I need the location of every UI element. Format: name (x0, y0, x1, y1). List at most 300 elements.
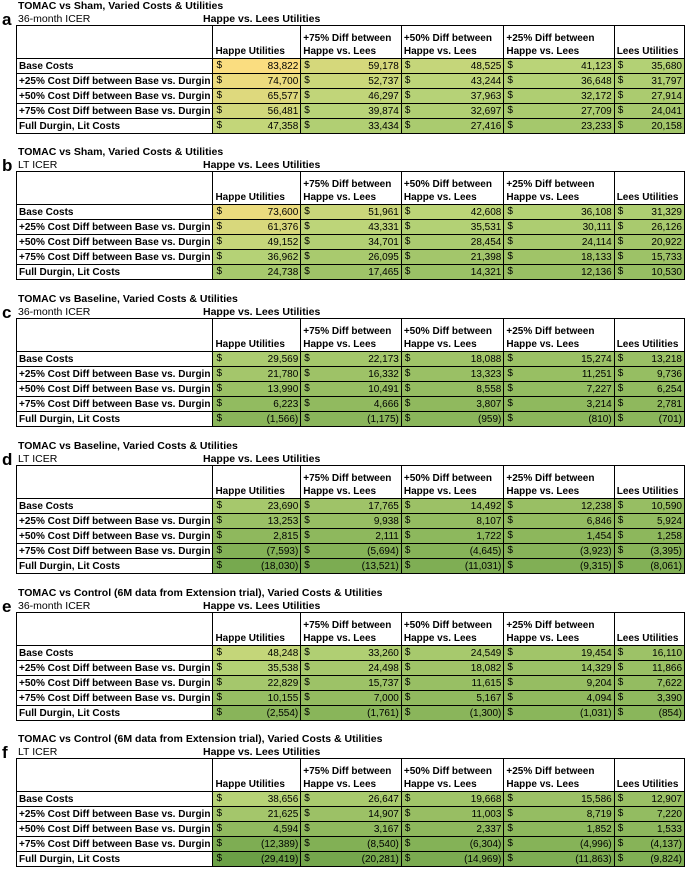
value-cell (614, 220, 684, 235)
value-cell (301, 89, 402, 104)
table-row (17, 792, 685, 807)
panel-letter: e (2, 597, 12, 616)
table-row (17, 837, 685, 852)
cell-value: 2,337 (476, 823, 502, 835)
value-cell (213, 852, 301, 867)
value-cell (504, 382, 614, 397)
column-header: Lees Utilities (614, 319, 684, 352)
row-label: +75% Cost Diff between Base vs. Durgin (17, 544, 213, 559)
value-cell (614, 74, 684, 89)
cell-value: 36,108 (581, 206, 612, 218)
panel-title: TOMAC vs Sham, Varied Costs & Utilities (18, 146, 224, 158)
cell-value: 18,088 (470, 353, 502, 365)
currency-symbol: $ (617, 677, 624, 688)
value-cell (504, 104, 614, 119)
value-cell (213, 807, 301, 822)
value-cell (614, 807, 684, 822)
cell-value: (9,824) (650, 853, 682, 865)
cell-value: 24,041 (651, 105, 682, 117)
currency-symbol: $ (404, 413, 411, 424)
value-cell (401, 822, 504, 837)
cell-value: 3,167 (373, 823, 399, 835)
value-cell (504, 499, 614, 514)
cell-value: 35,531 (470, 221, 502, 233)
currency-symbol: $ (304, 530, 310, 541)
cell-value: 26,095 (368, 251, 399, 263)
cell-value: 7,622 (656, 677, 682, 689)
currency-symbol: $ (304, 515, 310, 526)
value-cell (614, 412, 684, 427)
panel-title: TOMAC vs Control (6M data from Extension trial), Varied Costs & Utilities (18, 587, 383, 599)
value-cell (504, 59, 614, 74)
currency-symbol: $ (404, 515, 411, 526)
cell-value: 49,152 (267, 236, 299, 248)
table-row (17, 529, 685, 544)
column-header: +75% Diff between Happe vs. Lees (301, 613, 402, 646)
cell-value: (9,315) (580, 560, 612, 572)
column-header: Lees Utilities (614, 26, 684, 59)
cell-value: 47,358 (267, 120, 299, 132)
currency-symbol: $ (617, 413, 624, 424)
value-cell (301, 352, 402, 367)
currency-symbol: $ (507, 206, 513, 217)
value-cell (614, 661, 684, 676)
header-row (17, 319, 685, 352)
value-cell (213, 412, 301, 427)
currency-symbol: $ (617, 90, 624, 101)
currency-symbol: $ (304, 647, 310, 658)
cell-value: 10,155 (267, 692, 299, 704)
cell-value: 22,173 (368, 353, 399, 365)
currency-symbol: $ (304, 105, 310, 116)
value-cell (401, 661, 504, 676)
header-row (17, 26, 685, 59)
value-cell (504, 837, 614, 852)
value-cell (213, 544, 301, 559)
cell-value: 9,204 (586, 677, 612, 689)
value-cell (213, 352, 301, 367)
cell-value: 9,736 (656, 368, 682, 380)
row-label: Base Costs (17, 205, 213, 220)
currency-symbol: $ (404, 838, 411, 849)
panel-title: TOMAC vs Control (6M data from Extension trial), Varied Costs & Utilities (18, 733, 383, 745)
cell-value: 24,738 (267, 266, 299, 278)
column-header: +50% Diff between Happe vs. Lees (401, 319, 504, 352)
panel-title: TOMAC vs Baseline, Varied Costs & Utilities (18, 440, 238, 452)
column-header: +50% Diff between Happe vs. Lees (401, 172, 504, 205)
currency-symbol: $ (304, 808, 310, 819)
table-row (17, 205, 685, 220)
panel-letter: d (2, 450, 13, 469)
value-cell (614, 529, 684, 544)
cell-value: 18,133 (581, 251, 612, 263)
value-cell (401, 544, 504, 559)
value-cell (301, 119, 402, 134)
cell-value: 3,214 (586, 398, 612, 410)
currency-symbol: $ (216, 398, 223, 409)
currency-symbol: $ (216, 120, 223, 131)
cell-value: 52,737 (368, 75, 399, 87)
value-cell (401, 104, 504, 119)
value-cell (301, 235, 402, 250)
currency-symbol: $ (507, 398, 513, 409)
column-header: Lees Utilities (614, 466, 684, 499)
cell-value: 16,110 (652, 647, 682, 659)
column-header: Happe Utilities (213, 172, 301, 205)
value-cell (301, 382, 402, 397)
currency-symbol: $ (507, 251, 513, 262)
value-cell (504, 265, 614, 280)
row-label: +25% Cost Diff between Base vs. Durgin (17, 220, 213, 235)
currency-symbol: $ (507, 530, 513, 541)
cell-value: 3,390 (656, 692, 682, 704)
value-cell (614, 691, 684, 706)
value-cell (213, 265, 301, 280)
currency-symbol: $ (404, 560, 411, 571)
cell-value: 24,114 (581, 236, 612, 248)
cell-value: 43,331 (368, 221, 399, 233)
table-row (17, 646, 685, 661)
currency-symbol: $ (617, 515, 624, 526)
column-header: +50% Diff between Happe vs. Lees (401, 26, 504, 59)
cell-value: 11,615 (471, 677, 502, 689)
cell-value: 14,907 (368, 808, 399, 820)
currency-symbol: $ (404, 692, 411, 703)
cell-value: (701) (658, 413, 682, 425)
value-cell (213, 235, 301, 250)
currency-symbol: $ (507, 383, 513, 394)
currency-symbol: $ (617, 853, 624, 864)
cell-value: 16,332 (368, 368, 399, 380)
currency-symbol: $ (216, 707, 223, 718)
value-cell (504, 661, 614, 676)
cell-value: 39,874 (368, 105, 399, 117)
currency-symbol: $ (507, 662, 513, 673)
cell-value: (810) (588, 413, 612, 425)
value-cell (301, 104, 402, 119)
panel-subtitle: LT ICER (18, 746, 58, 758)
cell-value: 17,465 (368, 266, 399, 278)
value-cell (213, 691, 301, 706)
cell-value: 5,167 (476, 692, 502, 704)
currency-symbol: $ (216, 808, 223, 819)
row-label: Full Durgin, Lit Costs (17, 265, 213, 280)
table-row (17, 265, 685, 280)
currency-symbol: $ (304, 677, 310, 688)
currency-symbol: $ (617, 500, 624, 511)
value-cell (614, 646, 684, 661)
currency-symbol: $ (507, 105, 513, 116)
cell-value: (14,969) (464, 853, 502, 865)
group-header: Happe vs. Lees Utilities (203, 306, 321, 318)
currency-symbol: $ (404, 793, 411, 804)
currency-symbol: $ (304, 75, 310, 86)
value-cell (301, 412, 402, 427)
cell-value: 13,218 (651, 353, 682, 365)
icer-table (16, 465, 685, 574)
currency-symbol: $ (507, 368, 513, 379)
cell-value: 1,722 (476, 530, 502, 542)
row-label: +25% Cost Diff between Base vs. Durgin (17, 807, 213, 822)
currency-symbol: $ (216, 823, 223, 834)
value-cell (504, 807, 614, 822)
column-header: +75% Diff between Happe vs. Lees (301, 759, 402, 792)
value-cell (614, 235, 684, 250)
cell-value: (1,175) (367, 413, 399, 425)
currency-symbol: $ (304, 545, 310, 556)
cell-value: 15,733 (651, 251, 682, 263)
currency-symbol: $ (507, 266, 513, 277)
table-row (17, 397, 685, 412)
cell-value: 1,258 (656, 530, 682, 542)
currency-symbol: $ (507, 692, 513, 703)
currency-symbol: $ (304, 221, 310, 232)
cell-value: 4,594 (273, 823, 299, 835)
value-cell (401, 235, 504, 250)
value-cell (401, 646, 504, 661)
panel-title: TOMAC vs Sham, Varied Costs & Utilities (18, 0, 224, 12)
cell-value: 32,697 (470, 105, 502, 117)
currency-symbol: $ (617, 383, 624, 394)
currency-symbol: $ (617, 545, 624, 556)
panel-subtitle: LT ICER (18, 159, 58, 171)
table-row (17, 412, 685, 427)
cell-value: 8,558 (476, 383, 502, 395)
row-label: Base Costs (17, 499, 213, 514)
cell-value: 61,376 (267, 221, 299, 233)
icer-table (16, 25, 685, 134)
cell-value: 35,680 (651, 60, 682, 72)
value-cell (504, 220, 614, 235)
row-label: +25% Cost Diff between Base vs. Durgin (17, 661, 213, 676)
currency-symbol: $ (507, 853, 513, 864)
value-cell (504, 691, 614, 706)
cell-value: 32,172 (581, 90, 612, 102)
cell-value: 27,709 (581, 105, 612, 117)
header-corner (17, 613, 213, 646)
currency-symbol: $ (507, 647, 513, 658)
cell-value: 26,647 (368, 793, 399, 805)
currency-symbol: $ (404, 353, 411, 364)
row-label: +25% Cost Diff between Base vs. Durgin (17, 74, 213, 89)
cell-value: 31,797 (651, 75, 682, 87)
cell-value: 14,321 (470, 266, 502, 278)
cell-value: (7,593) (266, 545, 299, 557)
row-label: Base Costs (17, 352, 213, 367)
cell-value: (1,761) (367, 707, 399, 719)
cell-value: 46,297 (368, 90, 399, 102)
cell-value: 6,846 (586, 515, 612, 527)
cell-value: (1,300) (469, 707, 502, 719)
currency-symbol: $ (404, 221, 411, 232)
cell-value: 31,329 (651, 206, 682, 218)
currency-symbol: $ (216, 206, 223, 217)
value-cell (213, 59, 301, 74)
currency-symbol: $ (304, 368, 310, 379)
cell-value: 59,178 (368, 60, 399, 72)
cell-value: 56,481 (267, 105, 299, 117)
header-corner (17, 172, 213, 205)
value-cell (213, 205, 301, 220)
currency-symbol: $ (304, 251, 310, 262)
value-cell (301, 367, 402, 382)
currency-symbol: $ (617, 793, 624, 804)
value-cell (504, 250, 614, 265)
table-row (17, 852, 685, 867)
column-header: +75% Diff between Happe vs. Lees (301, 26, 402, 59)
cell-value: (3,923) (580, 545, 612, 557)
table-row (17, 89, 685, 104)
row-label: Full Durgin, Lit Costs (17, 559, 213, 574)
cell-value: 43,244 (470, 75, 502, 87)
panel-subtitle: LT ICER (18, 453, 58, 465)
value-cell (401, 74, 504, 89)
value-cell (301, 852, 402, 867)
value-cell (401, 352, 504, 367)
header-row (17, 466, 685, 499)
column-header: +50% Diff between Happe vs. Lees (401, 759, 504, 792)
currency-symbol: $ (216, 662, 223, 673)
currency-symbol: $ (617, 236, 624, 247)
row-label: +25% Cost Diff between Base vs. Durgin (17, 514, 213, 529)
cell-value: 1,533 (656, 823, 682, 835)
currency-symbol: $ (216, 413, 223, 424)
currency-symbol: $ (404, 60, 411, 71)
cell-value: 33,434 (368, 120, 399, 132)
currency-symbol: $ (617, 105, 624, 116)
value-cell (213, 646, 301, 661)
row-label: +50% Cost Diff between Base vs. Durgin (17, 235, 213, 250)
header-corner (17, 759, 213, 792)
currency-symbol: $ (404, 266, 411, 277)
cell-value: (4,996) (580, 838, 612, 850)
table-row (17, 807, 685, 822)
value-cell (504, 412, 614, 427)
value-cell (614, 119, 684, 134)
value-cell (614, 559, 684, 574)
value-cell (301, 544, 402, 559)
table-row (17, 235, 685, 250)
value-cell (614, 265, 684, 280)
currency-symbol: $ (507, 793, 513, 804)
currency-symbol: $ (216, 353, 223, 364)
value-cell (401, 220, 504, 235)
header-row (17, 172, 685, 205)
value-cell (401, 807, 504, 822)
row-label: Base Costs (17, 59, 213, 74)
cell-value: (11,863) (575, 853, 612, 865)
value-cell (504, 205, 614, 220)
cell-value: 28,454 (470, 236, 502, 248)
cell-value: 1,852 (586, 823, 612, 835)
value-cell (504, 852, 614, 867)
currency-symbol: $ (304, 236, 310, 247)
cell-value: 27,416 (470, 120, 502, 132)
table-row (17, 250, 685, 265)
currency-symbol: $ (404, 707, 411, 718)
column-header: +25% Diff between Happe vs. Lees (504, 466, 614, 499)
cell-value: 14,329 (581, 662, 612, 674)
currency-symbol: $ (216, 236, 223, 247)
value-cell (301, 676, 402, 691)
currency-symbol: $ (404, 647, 411, 658)
table-row (17, 367, 685, 382)
cell-value: (1,031) (580, 707, 612, 719)
currency-symbol: $ (507, 353, 513, 364)
value-cell (614, 676, 684, 691)
currency-symbol: $ (617, 120, 624, 131)
currency-symbol: $ (507, 808, 513, 819)
group-header: Happe vs. Lees Utilities (203, 159, 321, 171)
cell-value: (4,137) (650, 838, 682, 850)
value-cell (213, 837, 301, 852)
cell-value: 13,323 (470, 368, 502, 380)
currency-symbol: $ (216, 266, 223, 277)
table-row (17, 691, 685, 706)
row-label: +50% Cost Diff between Base vs. Durgin (17, 529, 213, 544)
table-row (17, 220, 685, 235)
table-row (17, 544, 685, 559)
cell-value: 18,082 (470, 662, 502, 674)
cell-value: (20,281) (361, 853, 399, 865)
cell-value: 15,737 (368, 677, 399, 689)
cell-value: 24,498 (368, 662, 399, 674)
value-cell (213, 676, 301, 691)
cell-value: 38,656 (267, 793, 299, 805)
currency-symbol: $ (216, 838, 223, 849)
column-header: +75% Diff between Happe vs. Lees (301, 319, 402, 352)
group-header: Happe vs. Lees Utilities (203, 746, 321, 758)
currency-symbol: $ (304, 90, 310, 101)
currency-symbol: $ (617, 221, 624, 232)
currency-symbol: $ (216, 90, 223, 101)
currency-symbol: $ (216, 60, 223, 71)
panel-letter: c (2, 303, 12, 322)
icer-table (16, 758, 685, 867)
row-label: +50% Cost Diff between Base vs. Durgin (17, 382, 213, 397)
row-label: +75% Cost Diff between Base vs. Durgin (17, 104, 213, 119)
currency-symbol: $ (617, 353, 624, 364)
column-header: Lees Utilities (614, 172, 684, 205)
value-cell (504, 397, 614, 412)
value-cell (213, 822, 301, 837)
value-cell (213, 514, 301, 529)
currency-symbol: $ (617, 707, 624, 718)
value-cell (614, 837, 684, 852)
value-cell (401, 367, 504, 382)
currency-symbol: $ (404, 853, 411, 864)
panel-title: TOMAC vs Baseline, Varied Costs & Utilities (18, 293, 238, 305)
table-row (17, 74, 685, 89)
panel-subtitle: 36-month ICER (18, 306, 91, 318)
currency-symbol: $ (216, 692, 223, 703)
cell-value: 3,807 (476, 398, 502, 410)
value-cell (301, 837, 402, 852)
value-cell (401, 706, 504, 721)
currency-symbol: $ (507, 838, 513, 849)
value-cell (401, 852, 504, 867)
cell-value: 36,962 (267, 251, 299, 263)
cell-value: 13,990 (267, 383, 299, 395)
value-cell (301, 265, 402, 280)
value-cell (614, 104, 684, 119)
currency-symbol: $ (617, 530, 624, 541)
cell-value: (3,395) (650, 545, 682, 557)
cell-value: 74,700 (267, 75, 299, 87)
currency-symbol: $ (404, 105, 411, 116)
value-cell (614, 205, 684, 220)
currency-symbol: $ (507, 545, 513, 556)
